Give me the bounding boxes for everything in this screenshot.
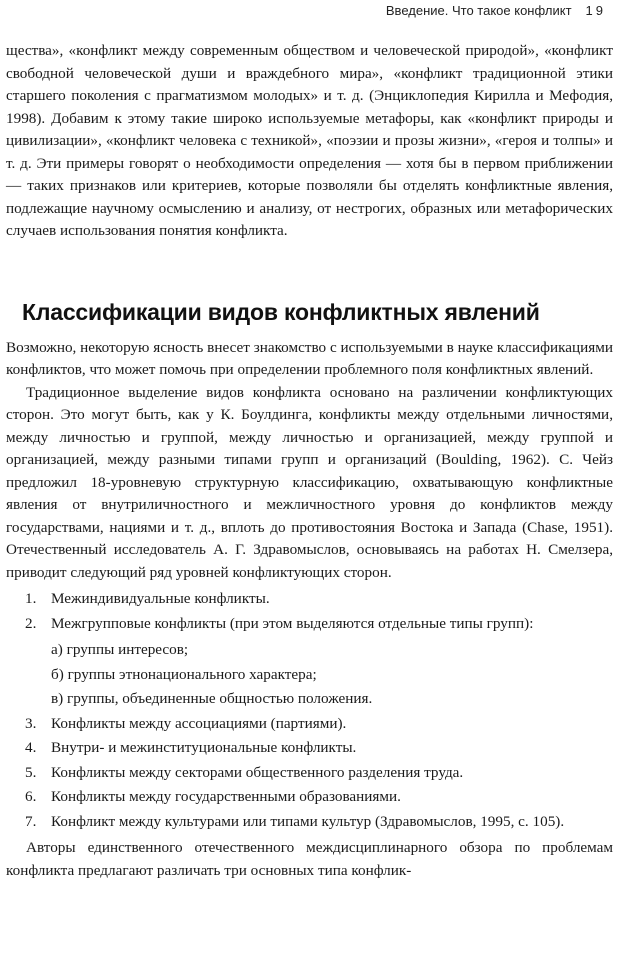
running-head-title: Введение. Что такое конфликт (385, 3, 572, 18)
section-intro-paragraph: Возможно, некоторую ясность внесет знакомство с используемыми в науке классификациями конфликтов, что может помочь при определении проблемного поля конфликтных явлений. (6, 338, 613, 378)
running-head (386, 3, 606, 18)
list-text: Конфликты между ассоциациями (партиями). (51, 714, 347, 732)
list-number: 7. (25, 812, 37, 830)
list-text: Конфликты между государственными образованиями. (51, 788, 401, 805)
list-item (6, 737, 613, 760)
group-types-sublist (6, 639, 613, 711)
list-text: Межиндивидуальные конфликты. (51, 590, 270, 607)
paragraph-top: щества», «конфликт между современным обществом и человеческой природой», «конфликт свободной человеческой души и враждебного мира», «конфликт традиционной этики старшего поколения с прагматизмом молодых» и т. д. (Энциклопедия Кирилла и Мефодия, 1998). Добавим к этому такие широко используемые метафоры, как «конфликт природы и цивилизации», «конфликт человека с техникой», «поэзии и прозы жизни», «героя и толпы» и т. д. Эти примеры говорят о необходимости определения — хотя бы в первом приближении — таких признаков или критериев, которые позволяли бы отделять конфликтные явления, подлежащие научному осмыслению и анализу, от нестрогих, образных или метафорических случаев использования понятия конфликта. (6, 42, 613, 239)
page-number: 19 (585, 3, 606, 18)
section-paragraph-2: Традиционное выделение видов конфликта основано на различении конфликтующих сторон. Это могут быть, как у К. Боулдинга, конфликты между отдельными личностями, между личностью и группой, между личностью и организацией, между группой и организацией, между разными типами групп и организаций (Boulding, 1962). С. Чейз предложил 18-уровневую структурную классификацию, охватывающую конфликтные явления от внутриличностного и межличностного уровня до конфликтов между государствами, нациями и т. д., вплоть до противостояния Востока и Запада (Chase, 1951). Отечественный исследователь А. Г. Здравомыслов, основываясь на работах Н. Смелзера, приводит следующий ряд уровней конфликтующих сторон. (6, 383, 613, 581)
list-item (6, 613, 613, 711)
list-number: 1. (25, 590, 37, 607)
list-item (6, 588, 613, 611)
list-item (6, 811, 613, 834)
conflict-levels-list (6, 588, 613, 833)
section-heading: Классификации видов конфликтных явлений (22, 298, 540, 325)
list-number: 4. (25, 739, 37, 756)
list-text: Конфликт между культурами или типами культур (Здравомыслов, 1995, с. 105). (51, 812, 565, 830)
list-item (6, 762, 613, 785)
sublist-item: в) группы, объединенные общностью положения. (51, 690, 373, 707)
list-text: Межгрупповые конфликты (при этом выделяются отдельные типы групп): (51, 614, 534, 632)
list-number: 3. (25, 714, 37, 732)
closing-paragraph: Авторы единственного отечественного междисциплинарного обзора по проблемам конфликта предлагают различать три основных типа конфлик- (6, 839, 613, 879)
page-body (6, 40, 613, 882)
list-text: Конфликты между секторами общественного разделения труда. (51, 763, 464, 781)
list-item (6, 786, 613, 809)
list-item (6, 713, 613, 736)
list-text: Внутри- и межинституциональные конфликты. (51, 739, 357, 756)
list-number: 5. (25, 763, 37, 781)
sublist-item: б) группы этнонационального характера; (51, 665, 317, 683)
list-number: 2. (25, 614, 37, 632)
sublist-item: а) группы интересов; (51, 641, 189, 658)
list-number: 6. (25, 788, 37, 805)
